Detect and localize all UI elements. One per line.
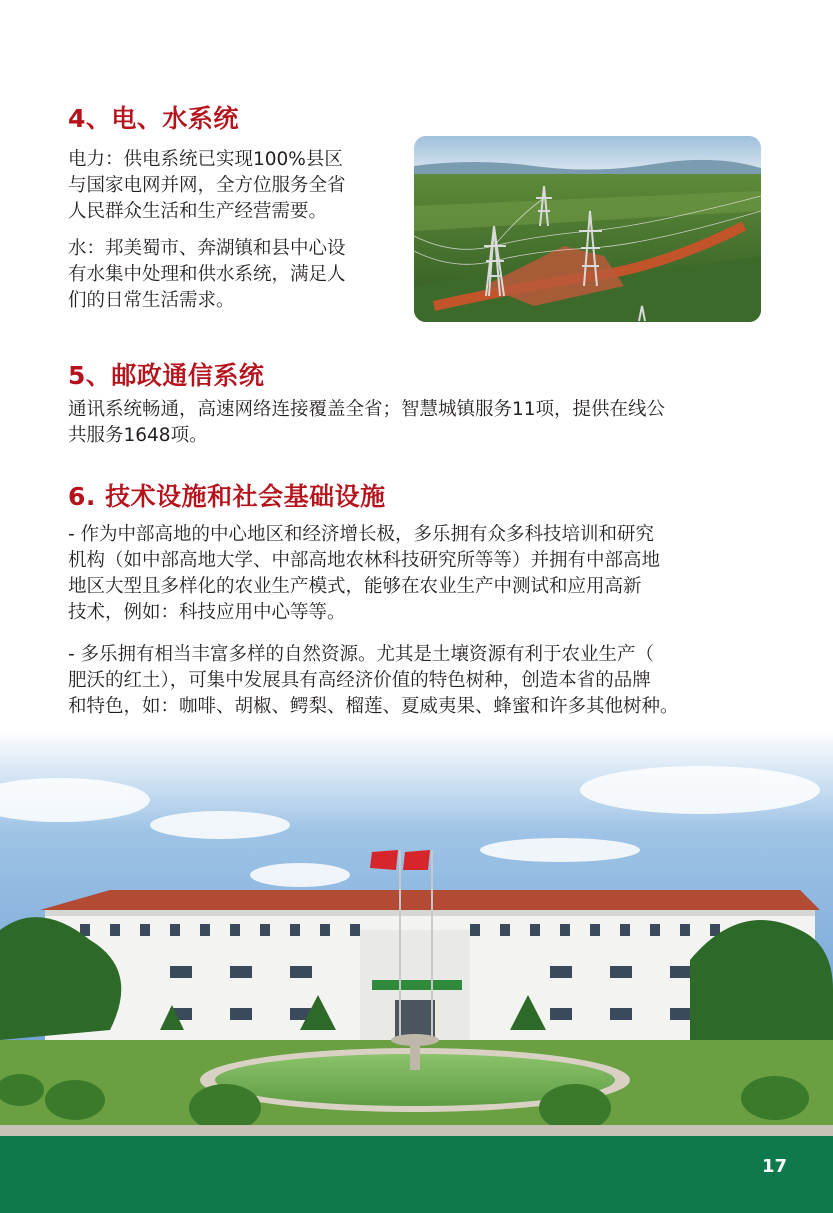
section4-line-6: 们的日常生活需求。 [68,290,235,311]
footer-band [0,1136,833,1213]
section6-line-5: - 多乐拥有相当丰富多样的自然资源。尤其是土壤资源有利于农业生产（ [68,644,655,665]
section4-line-2: 与国家电网并网，全方位服务全省 [68,175,346,196]
section6-title: 6. 技术设施和社会基础设施 [68,482,386,511]
section4-line-4: 水：邦美蜀市、奔湖镇和县中心设 [68,238,346,259]
section5-title: 5、邮政通信系统 [68,361,265,390]
section4-line-5: 有水集中处理和供水系统，满足人 [68,264,346,285]
section4-line-1: 电力：供电系统已实现100%县区 [68,149,343,170]
page-number: 17 [761,1156,787,1177]
section4-line-3: 人民群众生活和生产经营需要。 [68,201,328,222]
section4-title: 4、电、水系统 [68,104,239,133]
section6-line-3: 地区大型且多样化的农业生产模式，能够在农业生产中测试和应用高新 [68,576,642,597]
institute-building-photo [0,730,833,1140]
power-grid-photo [414,136,761,322]
section5-line-2: 共服务1648项。 [68,425,208,446]
section6-line-4: 技术，例如：科技应用中心等等。 [68,602,346,623]
section6-line-1: - 作为中部高地的中心地区和经济增长极，多乐拥有众多科技培训和研究 [68,524,655,545]
section6-line-7: 和特色，如：咖啡、胡椒、鳄梨、榴莲、夏威夷果、蜂蜜和许多其他树种。 [68,696,679,717]
section6-line-2: 机构（如中部高地大学、中部高地农林科技研究所等等）并拥有中部高地 [68,550,661,571]
section5-line-1: 通讯系统畅通，高速网络连接覆盖全省；智慧城镇服务11项，提供在线公 [68,399,666,420]
section6-line-6: 肥沃的红土），可集中发展具有高经济价值的特色树种，创造本省的品牌 [68,670,651,691]
